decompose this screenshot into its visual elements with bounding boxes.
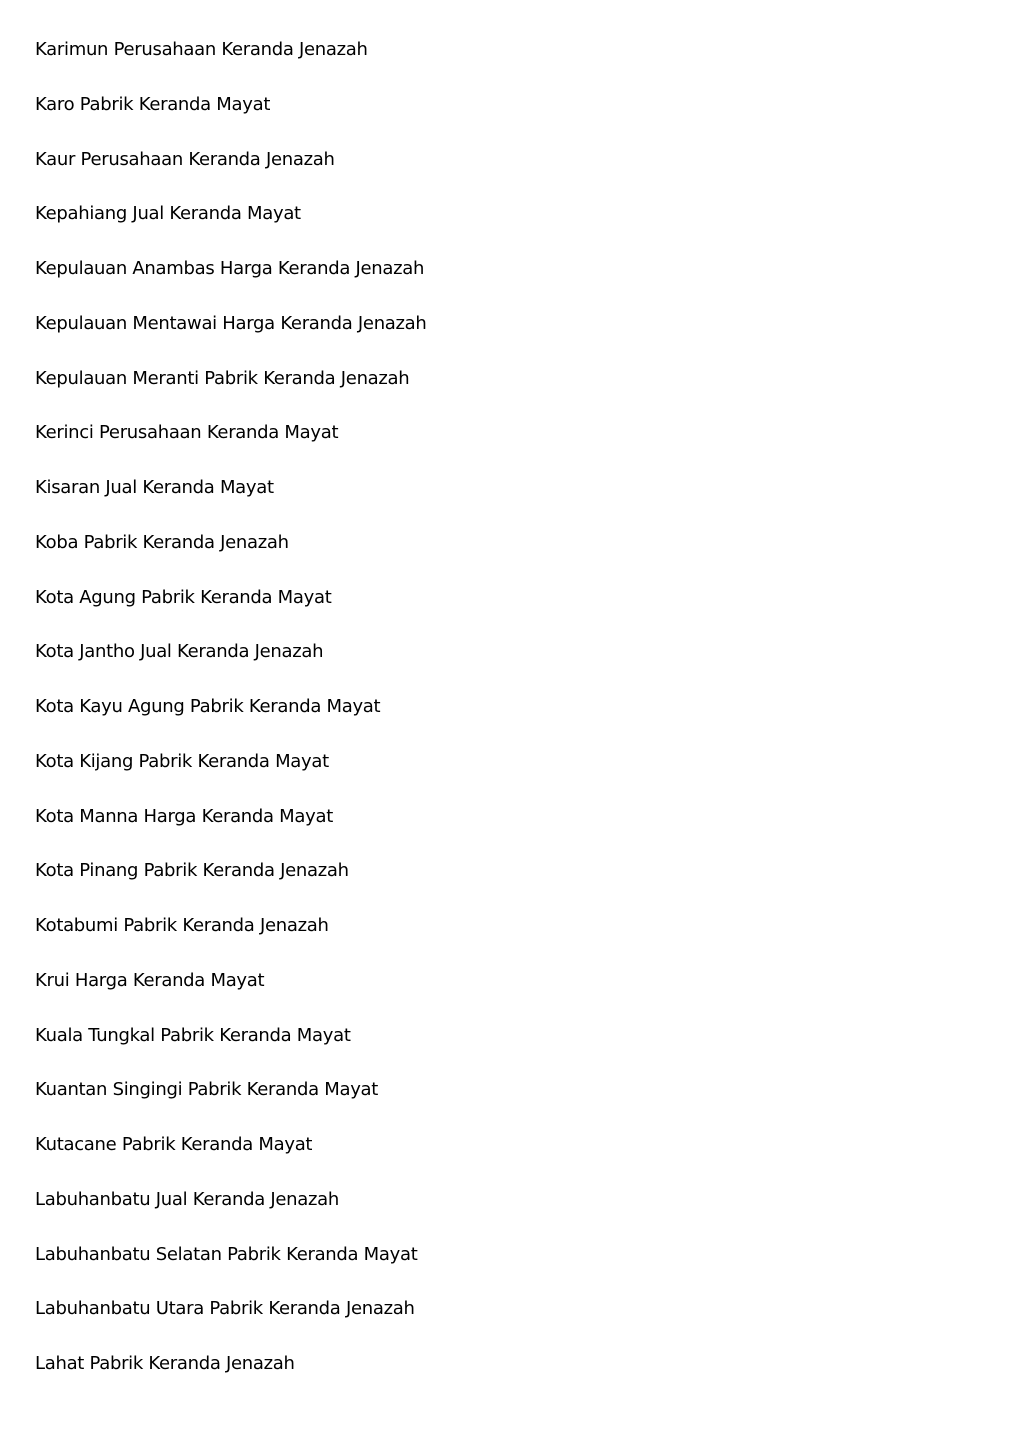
list-item <box>35 419 427 474</box>
link-kota-kayu-agung[interactable]: Kota Kayu Agung Pabrik Keranda Mayat <box>35 696 381 717</box>
link-karo[interactable]: Karo Pabrik Keranda Mayat <box>35 93 271 115</box>
link-kisaran[interactable]: Kisaran Jual Keranda Mayat <box>35 477 274 498</box>
link-kutacane[interactable]: Kutacane Pabrik Keranda Mayat <box>35 1134 313 1155</box>
link-list <box>35 36 427 1405</box>
link-kerinci[interactable]: Kerinci Perusahaan Keranda Mayat <box>35 422 339 444</box>
list-item <box>35 91 427 146</box>
list-item <box>35 529 427 584</box>
link-kuala-tungkal[interactable]: Kuala Tungkal Pabrik Keranda Mayat <box>35 1024 351 1046</box>
list-item <box>35 1295 427 1350</box>
link-kaur[interactable]: Kaur Perusahaan Keranda Jenazah <box>35 148 335 170</box>
list-item <box>35 146 427 201</box>
list-item <box>35 1186 427 1241</box>
link-karimun[interactable]: Karimun Perusahaan Keranda Jenazah <box>35 39 368 60</box>
list-item <box>35 1241 427 1296</box>
list-item <box>35 1022 427 1077</box>
link-labuhanbatu-utara[interactable]: Labuhanbatu Utara Pabrik Keranda Jenazah <box>35 1298 415 1320</box>
link-krui[interactable]: Krui Harga Keranda Mayat <box>35 969 265 991</box>
link-kota-kijang[interactable]: Kota Kijang Pabrik Keranda Mayat <box>35 750 329 772</box>
list-item <box>35 1076 427 1131</box>
list-item <box>35 474 427 529</box>
link-kota-jantho[interactable]: Kota Jantho Jual Keranda Jenazah <box>35 641 324 663</box>
link-kuantan-singingi[interactable]: Kuantan Singingi Pabrik Keranda Mayat <box>35 1079 379 1101</box>
link-kepulauan-mentawai[interactable]: Kepulauan Mentawai Harga Keranda Jenazah <box>35 312 427 334</box>
list-item <box>35 365 427 420</box>
link-kepahiang[interactable]: Kepahiang Jual Keranda Mayat <box>35 203 301 225</box>
list-item <box>35 693 427 748</box>
list-item <box>35 1131 427 1186</box>
link-kota-agung[interactable]: Kota Agung Pabrik Keranda Mayat <box>35 586 332 608</box>
link-kota-pinang[interactable]: Kota Pinang Pabrik Keranda Jenazah <box>35 860 349 882</box>
link-kota-manna[interactable]: Kota Manna Harga Keranda Mayat <box>35 805 333 827</box>
list-item <box>35 584 427 639</box>
list-item <box>35 255 427 310</box>
link-kepulauan-anambas[interactable]: Kepulauan Anambas Harga Keranda Jenazah <box>35 258 425 279</box>
list-item <box>35 748 427 803</box>
list-item <box>35 200 427 255</box>
link-koba[interactable]: Koba Pabrik Keranda Jenazah <box>35 531 289 553</box>
list-item <box>35 857 427 912</box>
list-item <box>35 36 427 91</box>
link-kotabumi[interactable]: Kotabumi Pabrik Keranda Jenazah <box>35 915 329 936</box>
link-labuhanbatu[interactable]: Labuhanbatu Jual Keranda Jenazah <box>35 1188 339 1210</box>
list-item <box>35 1350 427 1405</box>
list-item <box>35 967 427 1022</box>
list-item <box>35 912 427 967</box>
list-item <box>35 310 427 365</box>
list-item <box>35 803 427 858</box>
link-labuhanbatu-selatan[interactable]: Labuhanbatu Selatan Pabrik Keranda Mayat <box>35 1243 418 1265</box>
link-lahat[interactable]: Lahat Pabrik Keranda Jenazah <box>35 1353 295 1374</box>
link-kepulauan-meranti[interactable]: Kepulauan Meranti Pabrik Keranda Jenazah <box>35 367 410 389</box>
list-item <box>35 638 427 693</box>
